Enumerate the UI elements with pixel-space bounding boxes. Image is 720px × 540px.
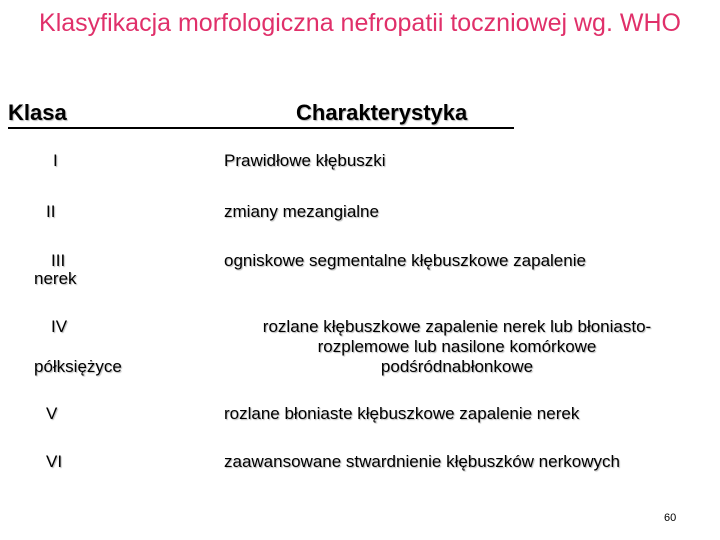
row-1-desc: Prawidłowe kłębuszki [224,151,386,170]
header-charakterystyka: Charakterystyka [296,100,468,125]
row-5-desc: rozlane błoniaste kłębuszkowe zapalenie nerek [224,404,580,423]
row-4-desc-line-1: rozlane kłębuszkowe zapalenie nerek lub błoniasto- [262,317,652,336]
row-4-desc-line-2: rozplemowe lub nasilone komórkowe [317,337,597,356]
row-5-class: V [46,404,58,423]
slide-title-text: Klasyfikacja morfologiczna nefropatii toczniowej wg. WHO [39,9,681,37]
row-6-class: VI [46,452,63,471]
row-3-desc: ogniskowe segmentalne kłębuszkowe zapalenie [224,251,586,270]
row-2-class: II [46,202,56,221]
header-underline [8,127,514,129]
row-4-class-extra: półksiężyce [34,357,122,376]
row-4-class: IV [51,317,68,336]
row-3-class-extra: nerek [34,269,77,288]
page-number: 60 [664,512,677,524]
header-klasa: Klasa [8,100,67,125]
slide-title [20,8,700,39]
row-4-desc-line-3: podśródnabłonkowe [380,357,534,376]
row-2-desc: zmiany mezangialne [224,202,379,221]
row-1-class: I [53,151,58,170]
row-6-desc: zaawansowane stwardnienie kłębuszków nerkowych [224,452,620,471]
row-3-class: III [51,251,66,270]
